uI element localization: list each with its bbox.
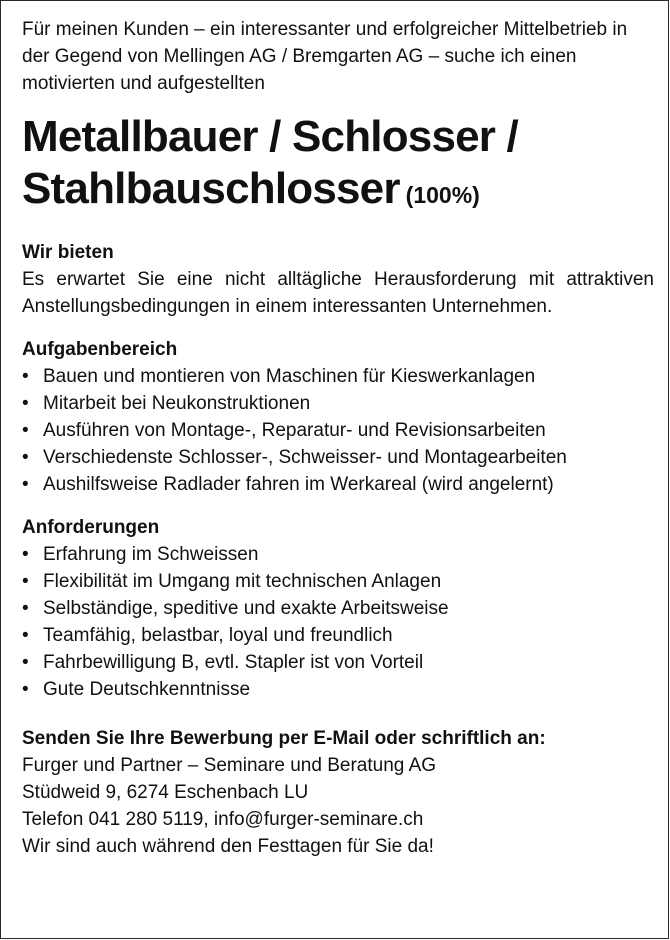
contact-section	[22, 725, 654, 860]
task-item: • Aushilfsweise Radlader fahren im Werkareal (wird angelernt)	[22, 471, 654, 498]
requirement-item: • Selbständige, speditive und exakte Arbeitsweise	[22, 595, 654, 622]
offer-heading: Wir bieten	[22, 242, 114, 263]
job-title-line-1: Metallbauer / Schlosser /	[22, 112, 518, 161]
task-item: • Verschiedenste Schlosser-, Schweisser- und Montagearbeiten	[22, 444, 654, 471]
requirement-item: • Teamfähig, belastbar, loyal und freundlich	[22, 622, 654, 649]
job-title	[22, 111, 654, 221]
company-address: Stüdweid 9, 6274 Eschenbach LU	[22, 782, 309, 803]
requirement-item: • Flexibilität im Umgang mit technischen Anlagen	[22, 568, 654, 595]
task-item: • Ausführen von Montage-, Reparatur- und Revisionsarbeiten	[22, 417, 654, 444]
tasks-section	[22, 336, 654, 498]
tasks-list	[22, 363, 654, 498]
requirement-item: • Gute Deutschkenntnisse	[22, 676, 654, 703]
intro-text: Für meinen Kunden – ein interessanter und erfolgreicher Mittelbetrieb in der Gegend von Mellingen AG / Bremgarten AG – suche ich einen motivierten und aufgestellten	[22, 19, 628, 94]
requirement-item: • Fahrbewilligung B, evtl. Stapler ist von Vorteil	[22, 649, 654, 676]
closing-note: Wir sind auch während den Festtagen für Sie da!	[22, 836, 434, 857]
job-title-line-2	[22, 163, 654, 221]
offer-text: Es erwartet Sie eine nicht alltägliche Herausforderung mit attraktiven Anstellungsbedingungen in einem interessanten Unternehmen.	[22, 269, 654, 317]
requirements-list	[22, 541, 654, 703]
requirements-section	[22, 514, 654, 703]
task-item: • Bauen und montieren von Maschinen für Kieswerkanlagen	[22, 363, 654, 390]
offer-section	[22, 239, 654, 320]
task-item: • Mitarbeit bei Neukonstruktionen	[22, 390, 654, 417]
workload-percent: (100%)	[405, 182, 480, 208]
requirement-item: • Erfahrung im Schweissen	[22, 541, 654, 568]
company-name: Furger und Partner – Seminare und Beratung AG	[22, 755, 437, 776]
job-title-line-2-text: Stahlbauschlosser	[22, 164, 400, 213]
phone-and-email: Telefon 041 280 5119, info@furger-seminare.ch	[22, 809, 424, 830]
requirements-heading: Anforderungen	[22, 517, 160, 538]
application-call-to-action: Senden Sie Ihre Bewerbung per E-Mail oder schriftlich an:	[22, 728, 546, 749]
tasks-heading: Aufgabenbereich	[22, 339, 178, 360]
